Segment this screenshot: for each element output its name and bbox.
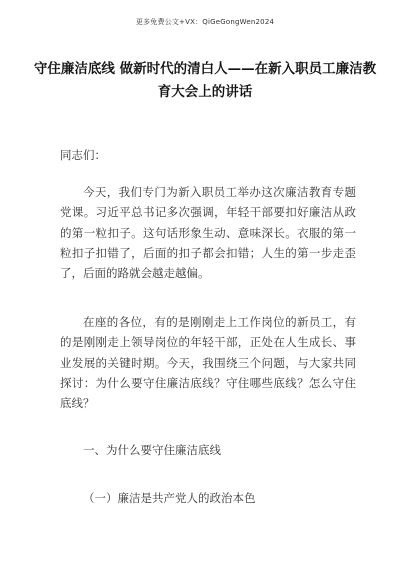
paragraph-1: 今天，我们专门为新入职员工举办这次廉洁教育专题党课。习近平总书记多次强调，年轻干部要扣好廉洁从政的第一粒扣子。这句话形象生动、意味深长。衣服的第一粒扣子扣错了，后面的扣子都会扣错；人生的第一步走歪了，后面的路就会越走越偏。 [60, 185, 356, 281]
paragraph-2: 在座的各位，有的是刚刚走上工作岗位的新员工，有的是刚刚走上领导岗位的年轻干部，正处在人生成长、事业发展的关键时期。今天，我围绕三个问题，与大家共同探讨：为什么要守住廉洁底线？守住哪些底线？怎么守住底线？ [60, 315, 356, 411]
document-title: 守住廉洁底线 做新时代的清白人——在新入职员工廉洁教育大会上的讲话 [33, 61, 377, 100]
header-note: 更多免费公文+VX：QiGeGongWen2024 [135, 18, 275, 26]
salutation: 同志们： [60, 148, 106, 162]
section-heading-2: （一）廉洁是共产党人的政治本色 [83, 491, 256, 505]
section-heading-1: 一、为什么要守住廉洁底线 [83, 443, 221, 457]
